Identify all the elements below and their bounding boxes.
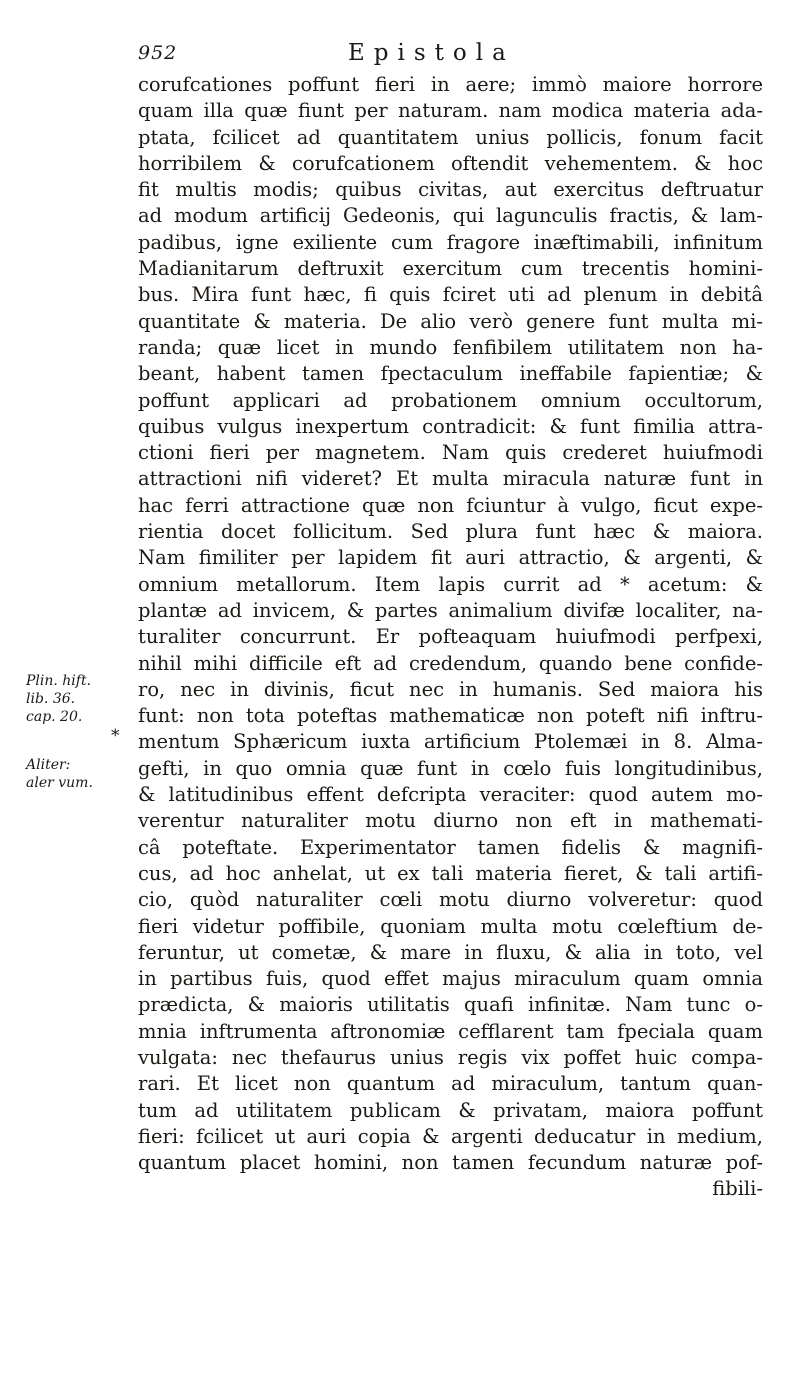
running-title: Epistola — [348, 40, 515, 66]
text-line: omnium metallorum. Item lapis currit ad * acetum: & — [138, 572, 763, 596]
text-line: Madianitarum deftruxit exercitum cum trecentis homini- — [138, 257, 763, 281]
margin-asterisk: * — [111, 726, 120, 746]
text-line: ptata, fcilicet ad quantitatem unius pollicis, fonum facit — [138, 125, 763, 149]
text-line: fit multis modis; quibus civitas, aut exercitus deftruatur — [138, 178, 763, 202]
text-line: randa; quæ licet in mundo fenfibilem utilitatem non ha- — [138, 335, 763, 359]
text-line: horribilem & corufcationem oftendit vehementem. & hoc — [138, 151, 763, 175]
text-line: prædicta, & maioris utilitatis quafi infinitæ. Nam tunc o- — [138, 993, 763, 1017]
text-line: tum ad utilitatem publicam & privatam, maiora poffunt — [138, 1098, 763, 1122]
margin-note-line: aler vum. — [26, 775, 93, 791]
text-line: quam illa quæ fiunt per naturam. nam modica materia ada- — [138, 99, 763, 123]
page-number: 952 — [138, 42, 178, 64]
text-line: funt: non tota poteftas mathematicæ non poteft nifi inftru- — [138, 704, 763, 728]
text-line: feruntur, ut cometæ, & mare in fluxu, & alia in toto, vel — [138, 940, 763, 964]
text-line: quantitate & materia. De alio verò genere funt multa mi- — [138, 309, 763, 333]
page-header — [138, 40, 758, 72]
margin-note-line: Aliter: — [26, 757, 71, 773]
text-line: poffunt applicari ad probationem omnium occultorum, — [138, 388, 763, 412]
text-line: bus. Mira funt hæc, fi quis fciret uti ad plenum in debitâ — [138, 283, 763, 307]
text-line: câ poteftate. Experimentator tamen fidelis & magnifi- — [138, 835, 763, 859]
margin-note-aliter — [26, 756, 131, 792]
text-line: attractioni nifi videret? Et multa miracula naturæ funt in — [138, 467, 763, 491]
margin-note-line: Plin. hift. — [26, 673, 92, 689]
text-line: in partibus fuis, quod effet majus miraculum quam omnia — [138, 967, 763, 991]
text-line: verentur naturaliter motu diurno non eft in mathemati- — [138, 809, 763, 833]
text-line: quibus vulgus inexpertum contradicit: & funt fimilia attra- — [138, 414, 763, 438]
text-line: plantæ ad invicem, & partes animalium divifæ localiter, na- — [138, 598, 763, 622]
text-line: padibus, igne exiliente cum fragore inæftimabili, infinitum — [138, 230, 763, 254]
text-line: cus, ad hoc anhelat, ut ex tali materia fieret, & tali artifi- — [138, 861, 763, 885]
text-line: fieri videtur poffibile, quoniam multa motu cœleftium de- — [138, 914, 763, 938]
margin-note-line: cap. 20. — [26, 709, 83, 725]
text-line: rientia docet follicitum. Sed plura funt hæc & maiora. — [138, 520, 763, 544]
text-line: ad modum artificij Gedeonis, qui lagunculis fractis, & lam- — [138, 204, 763, 228]
text-line: gefti, in quo omnia quæ funt in cœlo fuis longitudinibus, — [138, 756, 763, 780]
text-line: vulgata: nec thefaurus unius regis vix poffet huic compa- — [138, 1045, 763, 1069]
text-line: ro, nec in divinis, ficut nec in humanis. Sed maiora his — [138, 677, 763, 701]
text-line: quantum placet homini, non tamen fecundum naturæ pof- — [138, 1151, 763, 1175]
text-line: ctioni fieri per magnetem. Nam quis crederet huiufmodi — [138, 441, 763, 465]
text-line: fibili- — [712, 1177, 763, 1201]
text-line: beant, habent tamen fpectaculum ineffabile fapientiæ; & — [138, 362, 763, 386]
text-line: mnia inftrumenta aftronomiæ cefflarent tam fpeciala quam — [138, 1019, 763, 1043]
text-line: & latitudinibus effent defcripta veraciter: quod autem mo- — [138, 783, 763, 807]
text-line: hac ferri attractione quæ non fciuntur à vulgo, ficut expe- — [138, 493, 763, 517]
text-line: fieri: fcilicet ut auri copia & argenti deducatur in medium, — [138, 1124, 763, 1148]
margin-note-reference — [26, 672, 131, 726]
text-line: mentum Sphæricum iuxta artificium Ptolemæi in 8. Alma- — [138, 730, 763, 754]
text-line: rari. Et licet non quantum ad miraculum, tantum quan- — [138, 1072, 763, 1096]
text-line: cio, quòd naturaliter cœli motu diurno volveretur: quod — [138, 888, 763, 912]
margin-note-line: lib. 36. — [26, 691, 76, 707]
text-line: turaliter concurrunt. Er pofteaquam huiufmodi perfpexi, — [138, 625, 763, 649]
text-line: nihil mihi difficile eft ad credendum, quando bene confide- — [138, 651, 763, 675]
text-line: corufcationes poffunt fieri in aere; immò maiore horrore — [138, 73, 763, 96]
body-text — [138, 72, 763, 1203]
text-line: Nam fimiliter per lapidem fit auri attractio, & argenti, & — [138, 546, 763, 570]
